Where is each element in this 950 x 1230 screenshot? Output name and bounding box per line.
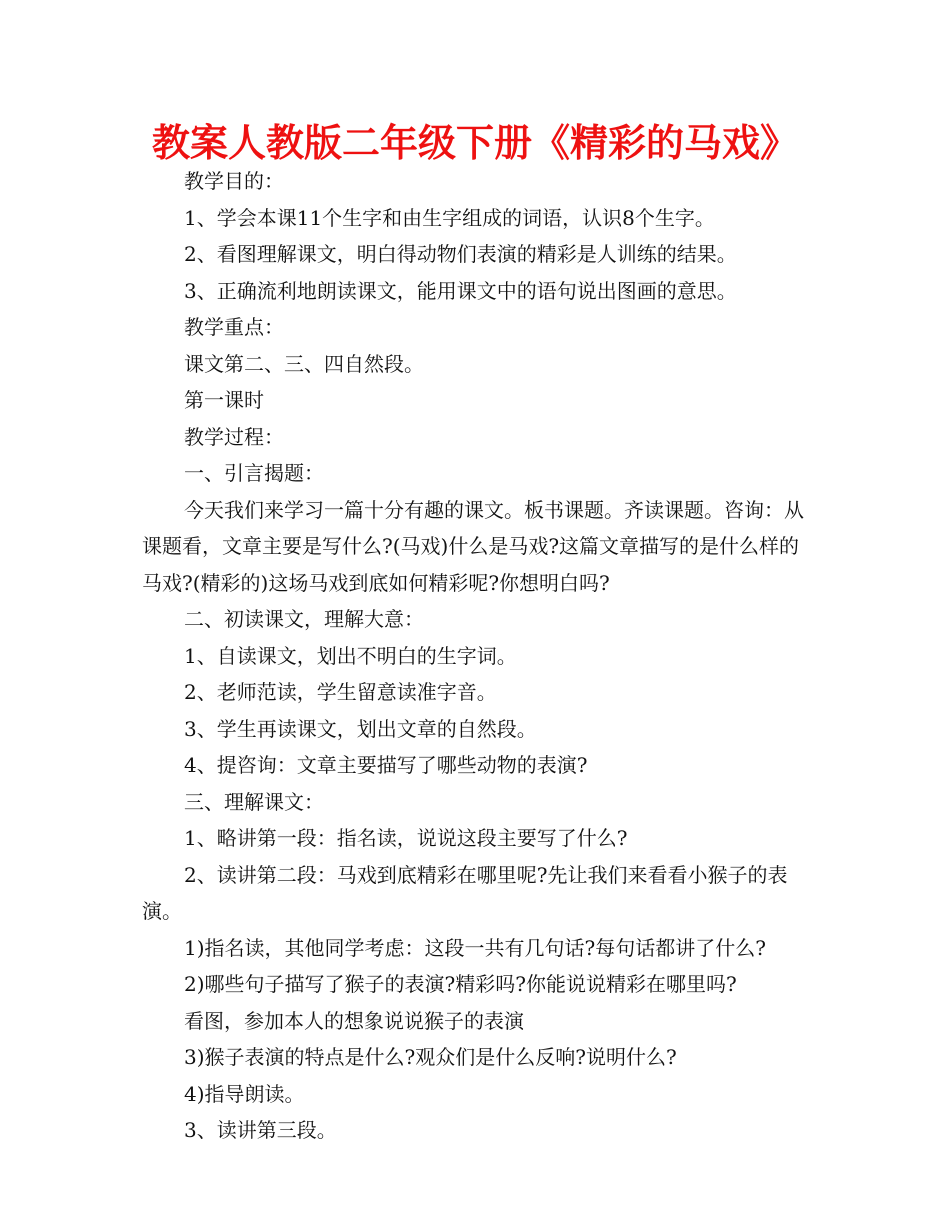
substep-1: 1)指名读，其他同学考虑：这段一共有几句话?每句话都讲了什么? xyxy=(184,935,766,960)
process-heading: 教学过程： xyxy=(184,424,284,449)
objectives-heading: 教学目的： xyxy=(184,169,284,193)
objective-1: 1、学会本课11个生字和由生字组成的词语，认识8个生字。 xyxy=(184,205,715,230)
substep-3: 3)猴子表演的特点是什么?观众们是什么反响?说明什么? xyxy=(184,1045,677,1069)
document-title: 教案人教版二年级下册《精彩的马戏》 xyxy=(151,121,798,165)
first-reading-step-1: 1、自读课文，划出不明白的生字词。 xyxy=(184,643,517,668)
substep-2: 2)哪些句子描写了猴子的表演?精彩吗?你能说说精彩在哪里吗? xyxy=(184,972,737,996)
understanding-step-1: 1、略讲第一段：指名读，说说这段主要写了什么? xyxy=(184,826,628,850)
first-reading-step-3: 3、学生再读课文，划出文章的自然段。 xyxy=(184,716,537,741)
understanding-step-3: 3、读讲第三段。 xyxy=(184,1118,337,1142)
section-first-reading-heading: 二、初读课文，理解大意： xyxy=(184,607,424,631)
section-intro-text: 今天我们来学习一篇十分有趣的课文。板书课题。齐读课题。咨询：从课题看，文章主要是写什么?(马戏)什么是马戏?这篇文章描写的是什么样的马戏?(精彩的)这场马戏到底如何精彩呢?你想明白吗? xyxy=(142,497,804,595)
section-understanding-heading: 三、理解课文： xyxy=(184,789,324,814)
document-body xyxy=(142,163,814,1149)
key-points-text: 课文第二、三、四自然段。 xyxy=(184,351,424,376)
substep-4: 4)指导朗读。 xyxy=(184,1081,305,1106)
key-points-heading: 教学重点： xyxy=(184,315,284,339)
understanding-step-2: 2、读讲第二段：马戏到底精彩在哪里呢?先让我们来看看小猴子的表演。 xyxy=(142,862,788,923)
section-intro-heading: 一、引言揭题： xyxy=(184,461,324,485)
substep-2-note: 看图，参加本人的想象说说猴子的表演 xyxy=(184,1008,524,1033)
first-reading-step-4: 4、提咨询：文章主要描写了哪些动物的表演? xyxy=(184,753,588,777)
objective-3: 3、正确流利地朗读课文，能用课文中的语句说出图画的意思。 xyxy=(184,278,737,303)
lesson-one-heading: 第一课时 xyxy=(184,388,264,412)
objective-2: 2、看图理解课文，明白得动物们表演的精彩是人训练的结果。 xyxy=(184,242,737,266)
first-reading-step-2: 2、老师范读，学生留意读准字音。 xyxy=(184,680,497,704)
